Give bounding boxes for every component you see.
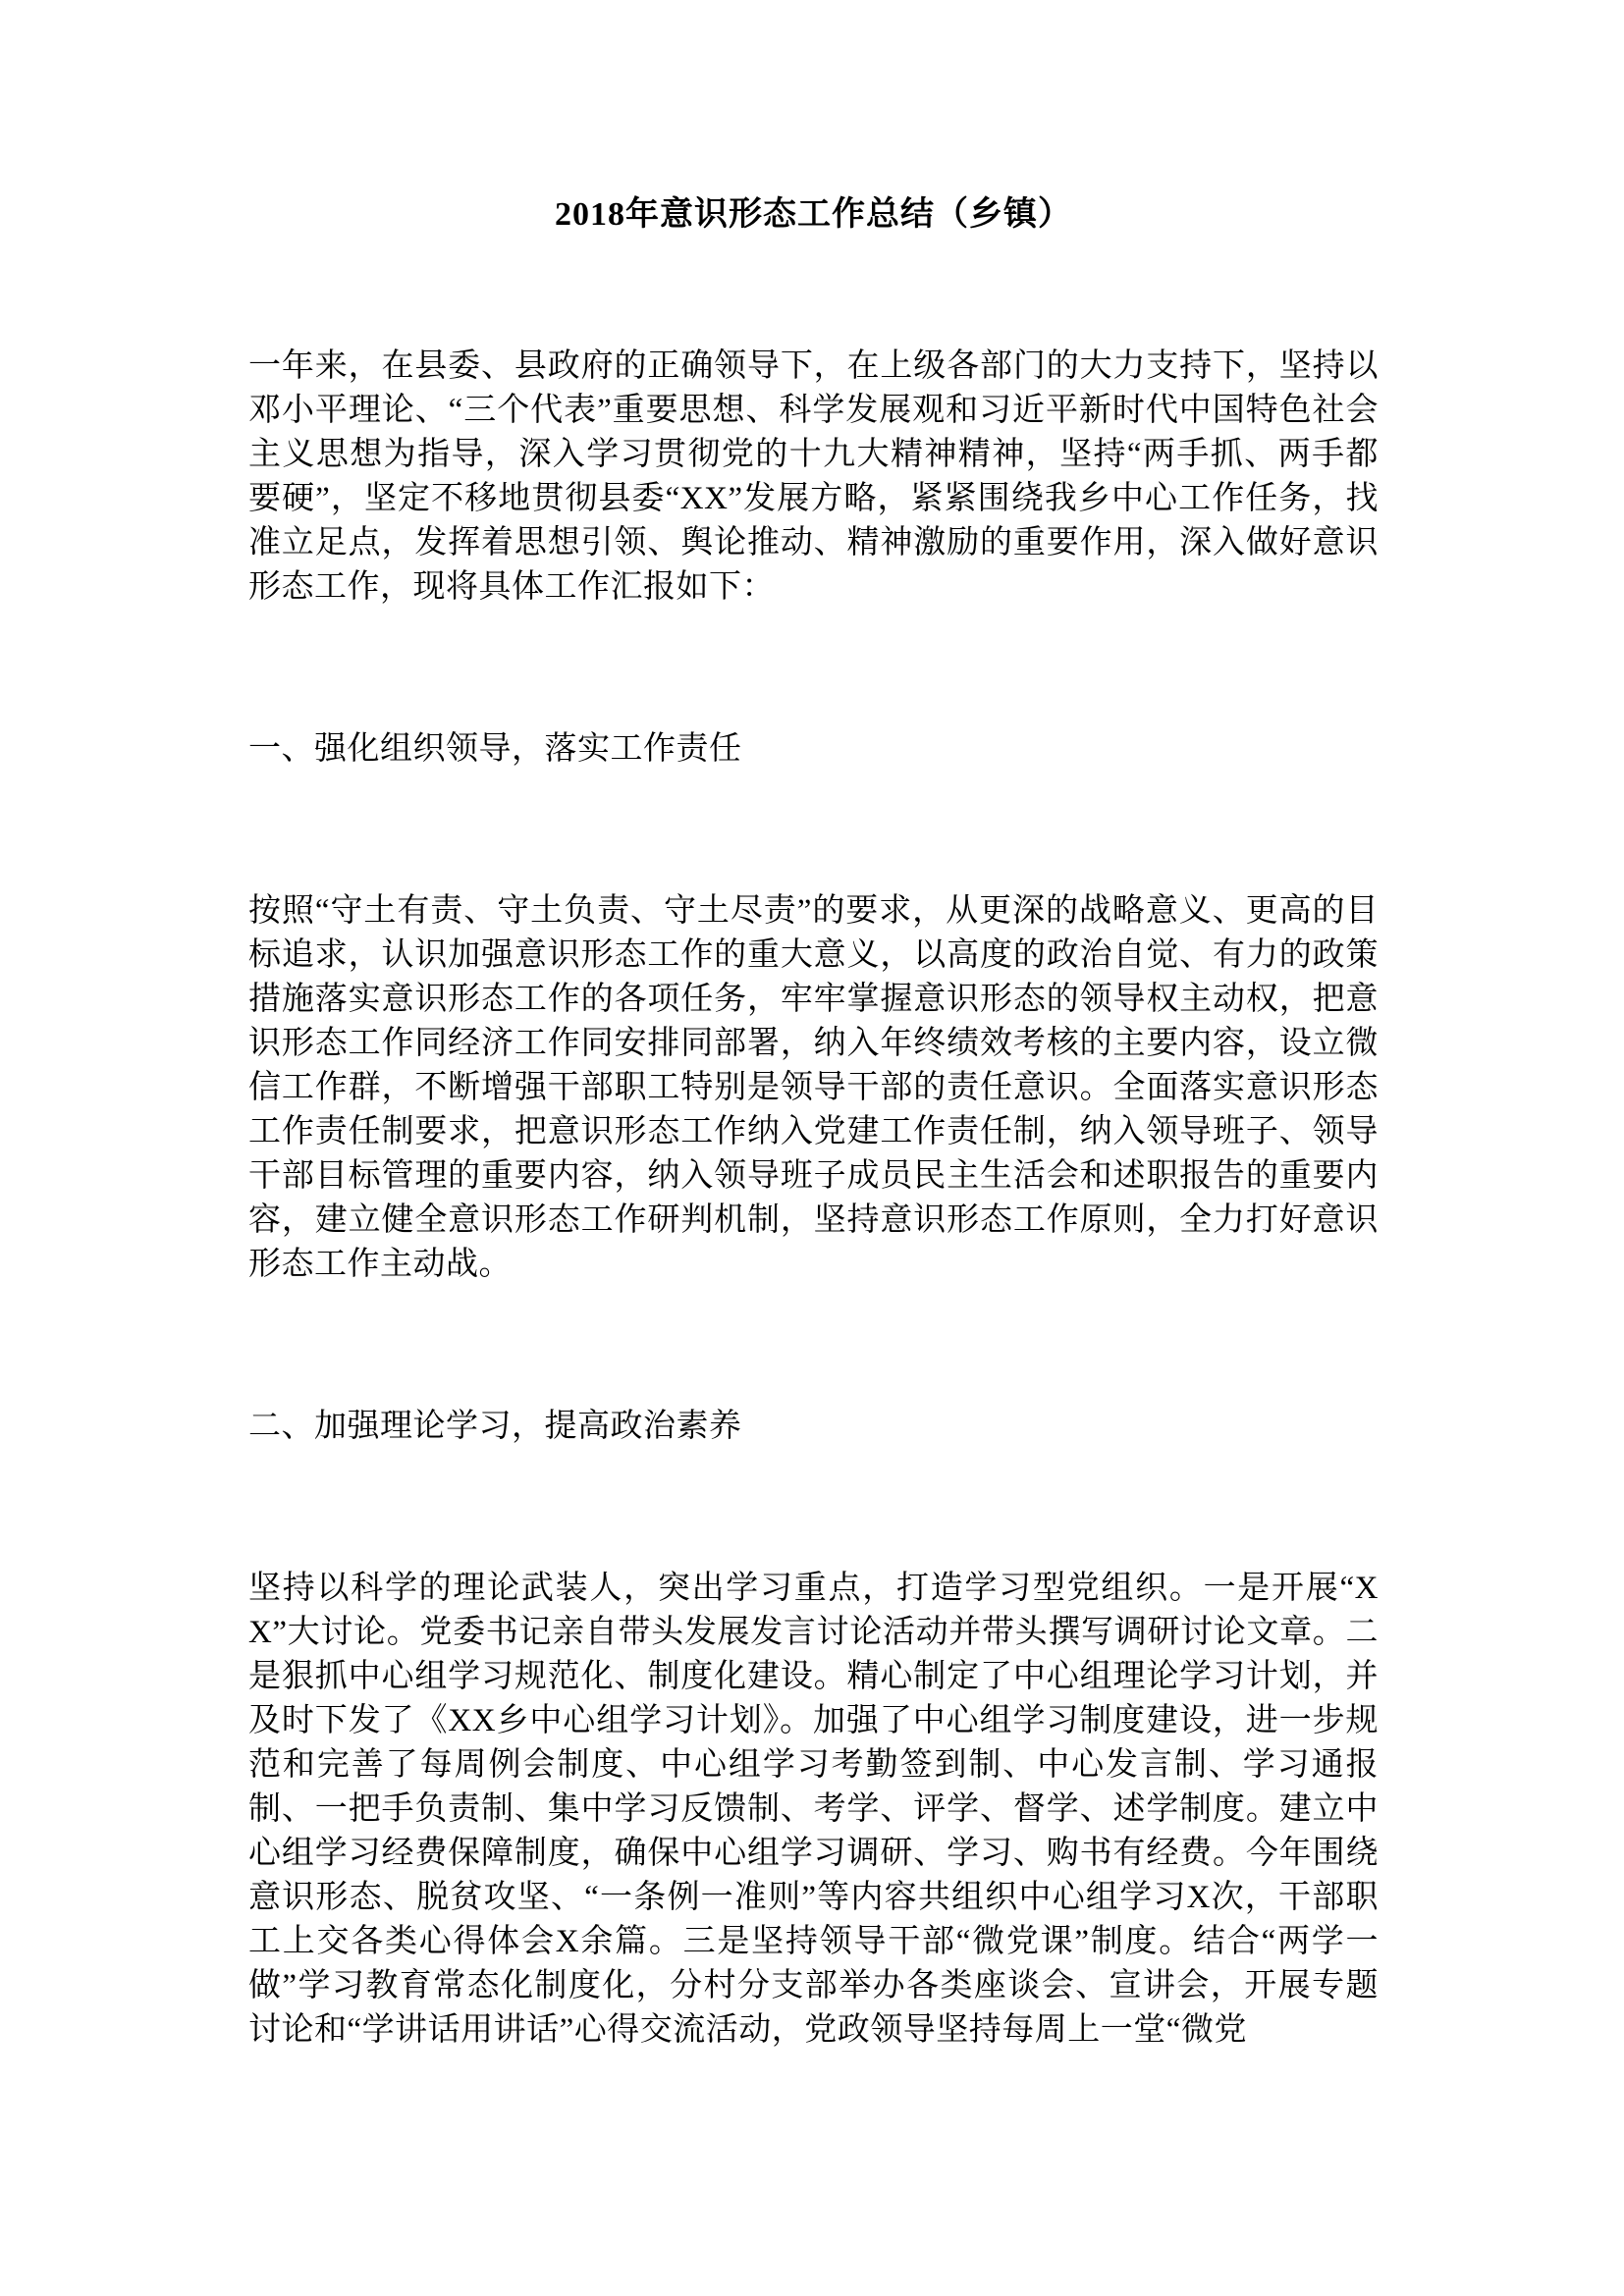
paragraph-section-2: 坚持以科学的理论武装人，突出学习重点，打造学习型党组织。一是开展“XX”大讨论。党委书记亲自带头发展发言讨论活动并带头撰写调研讨论文章。二是狠抓中心组学习规范化、制度化建设。精心制定了中心组理论学习计划，并及时下发了《XX乡中心组学习计划》。加强了中心组学习制度建设，进一步规范和完善了每周例会制度、中心组学习考勤签到制、中心发言制、学习通报制、一把手负责制、集中学习反馈制、考学、评学、督学、述学制度。建立中心组学习经费保障制度，确保中心组学习调研、学习、购书有经费。今年围绕意识形态、脱贫攻坚、“一条例一准则”等内容共组织中心组学习X次，干部职工上交各类心得体会X余篇。三是坚持领导干部“微党课”制度。结合“两学一做”学习教育常态化制度化，分村分支部举办各类座谈会、宣讲会，开展专题讨论和“学讲话用讲话”心得交流活动，党政领导坚持每周上一堂“微党 [248,1571,1379,2048]
paragraph-intro: 一年来，在县委、县政府的正确领导下，在上级各部门的大力支持下，坚持以邓小平理论、“三个代表”重要思想、科学发展观和习近平新时代中国特色社会主义思想为指导，深入学习贯彻党的十九大精神精神，坚持“两手抓、两手都要硬”，坚定不移地贯彻县委“XX”发展方略，紧紧围绕我乡中心工作任务，找准立足点，发挥着思想引领、舆论推动、精神激励的重要作用，深入做好意识形态工作，现将具体工作汇报如下： [248,348,1379,605]
document-title: 2018年意识形态工作总结（乡镇） [555,196,1072,233]
section-heading-2: 二、加强理论学习，提高政治素养 [248,1409,742,1444]
section-heading-1: 一、强化组织领导，落实工作责任 [248,731,742,767]
paragraph-section-1: 按照“守土有责、守土负责、守土尽责”的要求，从更深的战略意义、更高的目标追求，认识加强意识形态工作的重大意义，以高度的政治自觉、有力的政策措施落实意识形态工作的各项任务，牢牢掌握意识形态的领导权主动权，把意识形态工作同经济工作同安排同部署，纳入年终绩效考核的主要内容，设立微信工作群，不断增强干部职工特别是领导干部的责任意识。全面落实意识形态工作责任制要求，把意识形态工作纳入党建工作责任制，纳入领导班子、领导干部目标管理的重要内容，纳入领导班子成员民主生活会和述职报告的重要内容，建立健全意识形态工作研判机制，坚持意识形态工作原则，全力打好意识形态工作主动战。 [248,893,1379,1282]
